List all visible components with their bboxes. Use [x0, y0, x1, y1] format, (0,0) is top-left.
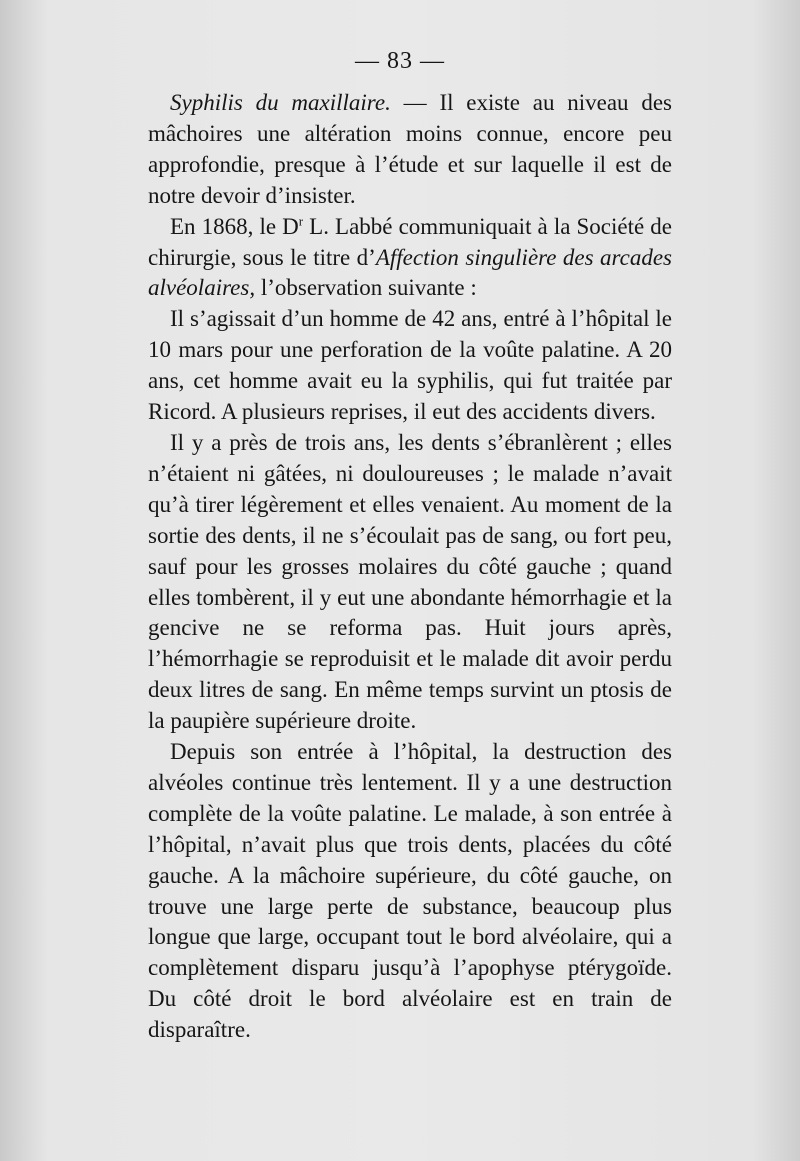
- section-heading-italic: Syphilis du maxillaire.: [170, 90, 391, 115]
- body-text: [148, 88, 672, 1046]
- superscript: r: [298, 212, 304, 228]
- paragraph-text-mid: L. Labbé communiquait à la Société de chirurgie, sous le titre d’: [148, 213, 672, 270]
- italic-title: Affection singulière des arcades alvéolaires,: [148, 244, 672, 301]
- paragraph-syphilis-maxillaire: [148, 88, 672, 212]
- paragraph-text: Depuis son entrée à l’hôpital, la destruction des alvéoles continue très lentement. Il y a une destruction complète de la voûte palatine. Le malade, à son entrée à l’hôpital, n’avait plus que trois dents, placées du côté gauche. A la mâchoire supérieure, du côté gauche, on trouve une large perte de substance, beaucoup plus longue que large, occupant tout le bord alvéolaire, qui a complètement disparu jusqu’à l’apophyse ptérygoïde. Du côté droit le bord alvéolaire est en train de disparaître.: [148, 739, 672, 1043]
- page-number: — 83 —: [355, 48, 445, 74]
- paragraph-hospital-course: [148, 737, 672, 1046]
- paragraph-text: Il s’agissait d’un homme de 42 ans, entré à l’hôpital le 10 mars pour une perforation de la voûte palatine. A 20 ans, cet homme avait eu la syphilis, qui fut traitée par Ricord. A plusieurs reprises, il eut des accidents divers.: [148, 306, 672, 425]
- paragraph-labbe-1868: [148, 212, 672, 305]
- paragraph-text: — Il existe au niveau des mâchoires une altération moins connue, encore peu approfondie, presque à l’étude et sur laquelle il est de notre devoir d’insister.: [148, 90, 673, 208]
- paragraph-patient-history: [148, 304, 672, 428]
- paragraph-text: Il y a près de trois ans, les dents s’ébranlèrent ; elles n’étaient ni gâtées, ni douloureuses ; le malade n’avait qu’à tirer légèrement et elles venaient. Au moment de la sortie des dents, il ne s’écoulait pas de sang, ou fort peu, sauf pour les grosses molaires du côté gauche ; quand elles tombèrent, il y eut une abondante hémorrhagie et la gencive ne se reforma pas. Huit jours après, l’hémorrhagie se reproduisit et le malade dit avoir perdu deux litres de sang. En même temps survint un ptosis de la paupière supérieure droite.: [148, 429, 672, 734]
- paragraph-text-post: l’observation suivante :: [255, 275, 477, 301]
- paragraph-text-pre: En 1868, le D: [170, 213, 299, 239]
- paragraph-teeth-loss: [148, 428, 672, 737]
